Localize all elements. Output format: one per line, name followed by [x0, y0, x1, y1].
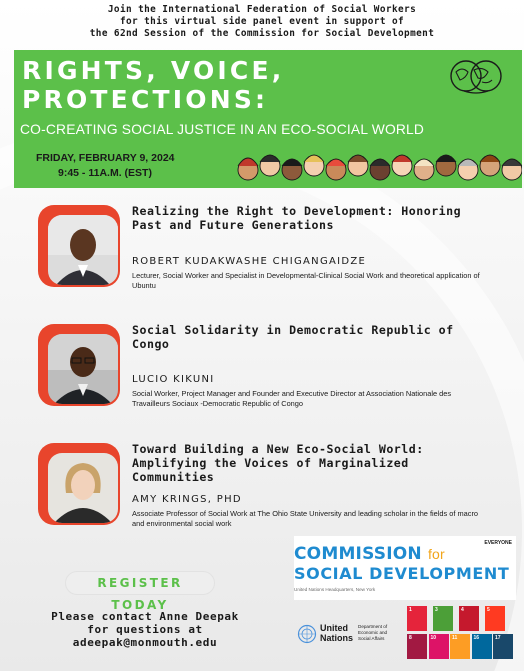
speaker-description: Lecturer, Social Worker and Specialist in Developmental-Clinical Social Work and theoretical application of Ubuntu	[132, 271, 480, 291]
intro-line: Join the International Federation of Social Workers	[107, 4, 417, 15]
commission-word: COMMISSION	[294, 544, 422, 564]
un-wordmark	[320, 624, 353, 643]
intro-line: the 62nd Session of the Commission for Social Development	[89, 28, 435, 40]
sdg-number: 17	[495, 635, 501, 641]
un-line: Nations	[320, 632, 354, 643]
contact-line: for questions at	[87, 623, 203, 636]
headquarters-label: United Nations Headquarters, New York	[294, 587, 376, 592]
sdg-number: 8	[409, 635, 412, 641]
speaker-photo	[48, 334, 118, 404]
speaker-photo	[48, 453, 118, 523]
for-word: for	[427, 546, 445, 562]
person-icon	[48, 453, 118, 523]
sdg-number: 5	[487, 607, 490, 613]
desa-wordmark	[358, 624, 387, 642]
speaker-card	[38, 324, 478, 420]
contact-email[interactable]: adeepak@monmouth.edu	[72, 636, 218, 649]
sdg-tile	[407, 634, 427, 659]
sdg-tile	[485, 606, 505, 631]
event-title	[22, 56, 284, 114]
sdg-tiles	[407, 606, 513, 660]
commission-heading	[294, 544, 445, 564]
un-line: United	[320, 623, 348, 633]
desa-line: Social Affairs	[358, 636, 385, 641]
sdg-tile	[450, 634, 470, 659]
intro-text	[0, 4, 524, 41]
title-line: PROTECTIONS:	[22, 85, 269, 114]
contact-line: Please contact Anne Deepak	[51, 610, 239, 623]
sdg-tile	[407, 606, 427, 631]
sdg-number: 11	[452, 635, 458, 641]
speaker-photo-frame	[38, 443, 120, 525]
sdg-tile	[429, 634, 449, 659]
title-banner	[14, 50, 522, 188]
sdg-tile	[472, 634, 492, 659]
title-line: RIGHTS, VOICE,	[22, 56, 285, 85]
un-emblem-icon	[297, 624, 317, 644]
social-development-heading: SOCIAL DEVELOPMENT	[294, 564, 510, 583]
sdg-number: 3	[435, 607, 438, 613]
commission-logo	[294, 536, 516, 600]
event-subtitle: CO-CREATING SOCIAL JUSTICE IN AN ECO-SOCIAL WORLD	[20, 122, 425, 137]
sdg-tile	[459, 606, 479, 631]
speaker-name: LUCIO KIKUNI	[132, 374, 215, 385]
illustrated-faces-icon	[236, 142, 522, 188]
speaker-description: Associate Professor of Social Work at The Ohio State University and leading scholar in the fields of macro and environmental social work	[132, 509, 479, 529]
desa-line: Economic and	[358, 630, 388, 635]
speaker-photo-frame	[38, 205, 120, 287]
sdg-tile	[493, 634, 513, 659]
speaker-name: AMY KRINGS, PHD	[132, 494, 242, 505]
talk-title: Realizing the Right to Development: Honoring Past and Future Generations	[132, 204, 462, 232]
sdg-number: 1	[409, 607, 412, 613]
sdg-number: 16	[473, 635, 480, 641]
talk-title: Toward Building a New Eco-Social World: Amplifying the Voices of Marginalized Communities	[132, 442, 424, 484]
sdg-tile	[433, 606, 453, 631]
speaker-photo	[48, 215, 118, 285]
event-time: 9:45 - 11A.M. (EST)	[58, 167, 152, 179]
speaker-name: ROBERT KUDAKWASHE CHIGANGAIDZE	[132, 256, 367, 267]
speaker-card	[38, 443, 478, 539]
speaker-photo-frame	[38, 324, 120, 406]
talk-title: Social Solidarity in Democratic Republic of Congo	[132, 323, 454, 351]
contact-info	[30, 610, 260, 649]
person-icon	[48, 334, 118, 404]
desa-line: Department of	[358, 624, 388, 629]
speaker-card	[38, 205, 478, 301]
person-icon	[48, 215, 118, 285]
speaker-description: Social Worker, Project Manager and Founder and Executive Director at Association Nationale des Travailleurs Sociaux -Democratic Republic of Congo	[132, 389, 452, 409]
sdg-number: 10	[430, 635, 437, 641]
intro-line: for this virtual side panel event in support of	[119, 16, 405, 28]
everyone-logo: EVERYONE	[484, 540, 512, 546]
ifsw-globe-logo-icon	[448, 58, 504, 94]
register-button[interactable]: REGISTER TODAY	[65, 571, 215, 595]
sdg-number: 4	[461, 607, 464, 613]
event-date: FRIDAY, FEBRUARY 9, 2024	[36, 152, 175, 164]
